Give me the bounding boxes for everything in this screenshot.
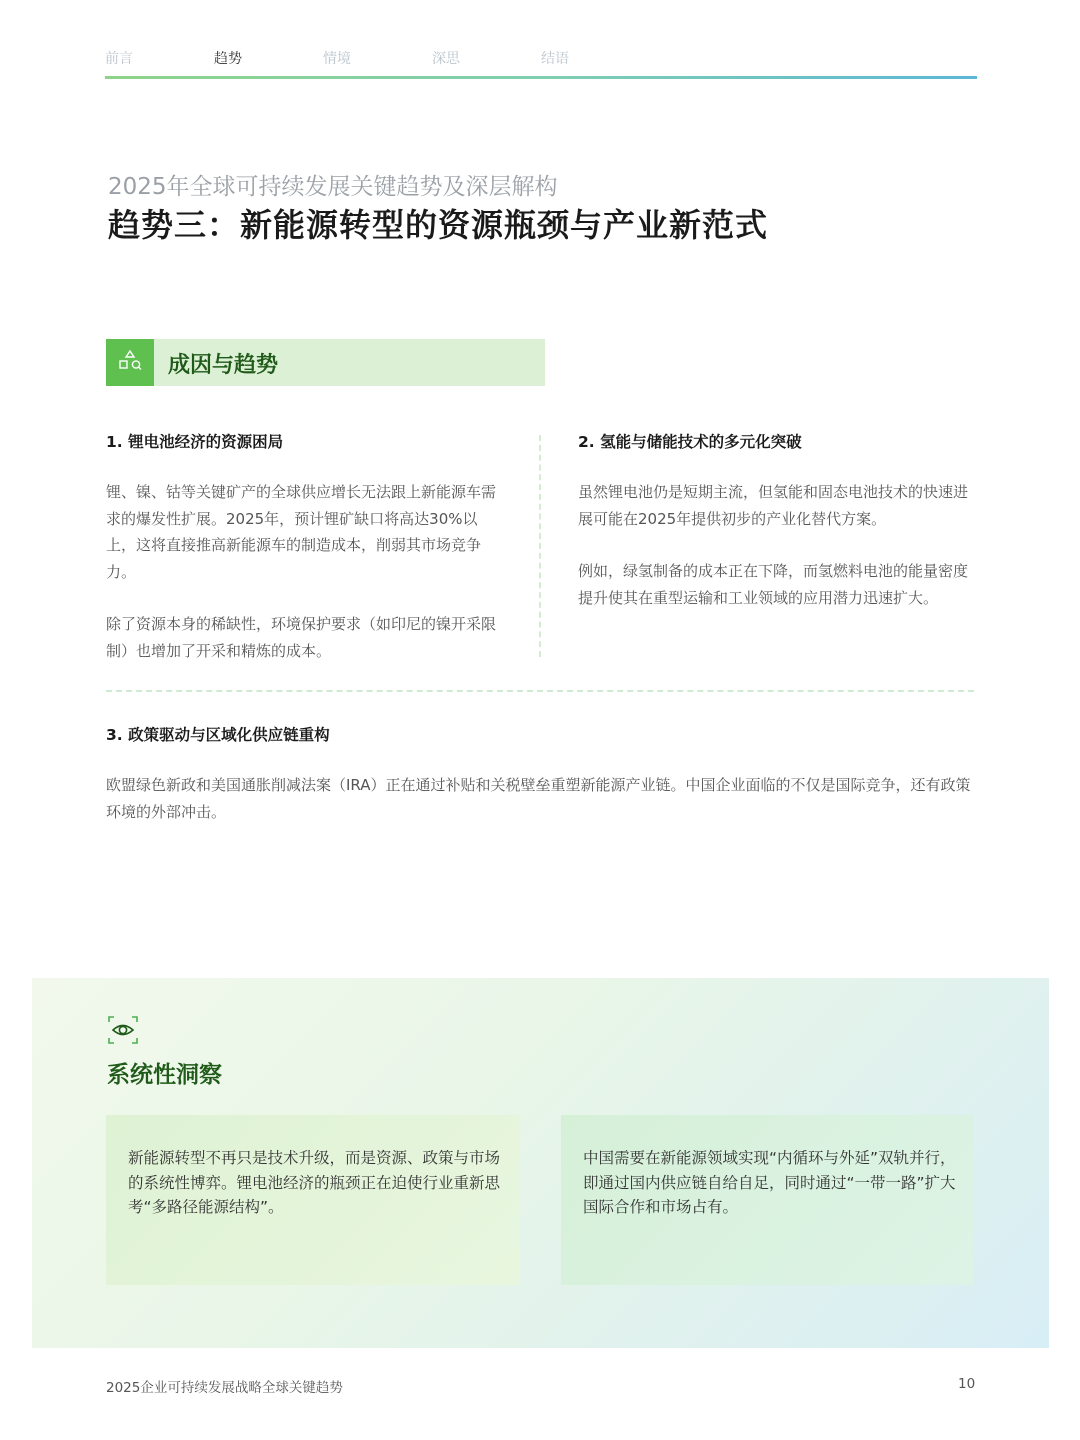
policy-paragraph: 欧盟绿色新政和美国通胀削减法案（IRA）正在通过补贴和关税壁垒重塑新能源产业链。中国企业面临的不仅是国际竞争，还有政策环境的外部冲击。 xyxy=(106,776,971,821)
insight-card-text: 中国需要在新能源领域实现“内循环与外延”双轨并行，即通过国内供应链自给自足，同时通过“一带一路”扩大国际合作和市场占有。 xyxy=(583,1149,956,1216)
section-divider xyxy=(106,690,974,692)
nav-tab-preface[interactable]: 前言 xyxy=(105,51,133,67)
top-nav xyxy=(105,46,977,80)
eye-icon xyxy=(107,1014,139,1046)
column-paragraph: 例如，绿氢制备的成本正在下降，而氢燃料电池的能量密度提升使其在重型运输和工业领域的应用潜力迅速扩大。 xyxy=(578,562,969,607)
nav-tab-trends[interactable]: 趋势 xyxy=(214,51,242,67)
page-subtitle: 2025年全球可持续发展关键趋势及深层解构 xyxy=(108,174,558,200)
column-heading: 2. 氢能与储能技术的多元化突破 xyxy=(578,433,802,451)
insight-card-text: 新能源转型不再只是技术升级，而是资源、政策与市场的系统性博弈。锂电池经济的瓶颈正在迫使行业重新思考“多路径能源结构”。 xyxy=(128,1149,501,1216)
column-divider xyxy=(539,435,541,657)
page-number: 10 xyxy=(958,1376,976,1392)
nav-divider xyxy=(105,76,977,79)
shapes-icon xyxy=(106,339,154,386)
insight-card xyxy=(106,1115,520,1285)
policy-block xyxy=(106,723,974,825)
nav-tab-reflections[interactable]: 深思 xyxy=(432,51,460,67)
column-paragraph: 除了资源本身的稀缺性，环境保护要求（如印尼的镍开采限制）也增加了开采和精炼的成本。 xyxy=(106,615,497,660)
column-heading: 1. 锂电池经济的资源困局 xyxy=(106,433,284,451)
insight-panel xyxy=(32,978,1049,1348)
nav-tab-conclusion[interactable]: 结语 xyxy=(541,51,569,67)
page-title: 趋势三：新能源转型的资源瓶颈与产业新范式 xyxy=(108,206,769,244)
column-lithium xyxy=(106,430,506,664)
column-paragraph: 虽然锂电池仍是短期主流，但氢能和固态电池技术的快速进展可能在2025年提供初步的产业化替代方案。 xyxy=(578,483,969,528)
nav-tab-scenarios[interactable]: 情境 xyxy=(323,51,351,67)
column-paragraph: 锂、镍、钴等关键矿产的全球供应增长无法跟上新能源车需求的爆发性扩展。2025年，预计锂矿缺口将高达30%以上，这将直接推高新能源车的制造成本，削弱其市场竞争力。 xyxy=(106,483,497,581)
insight-card xyxy=(561,1115,973,1285)
column-hydrogen xyxy=(578,430,978,611)
insight-title: 系统性洞察 xyxy=(107,1062,222,1088)
section-header xyxy=(106,339,545,386)
policy-heading: 3. 政策驱动与区域化供应链重构 xyxy=(106,726,330,744)
section-title: 成因与趋势 xyxy=(168,353,279,378)
footer-doc-title: 2025企业可持续发展战略全球关键趋势 xyxy=(106,1380,343,1396)
